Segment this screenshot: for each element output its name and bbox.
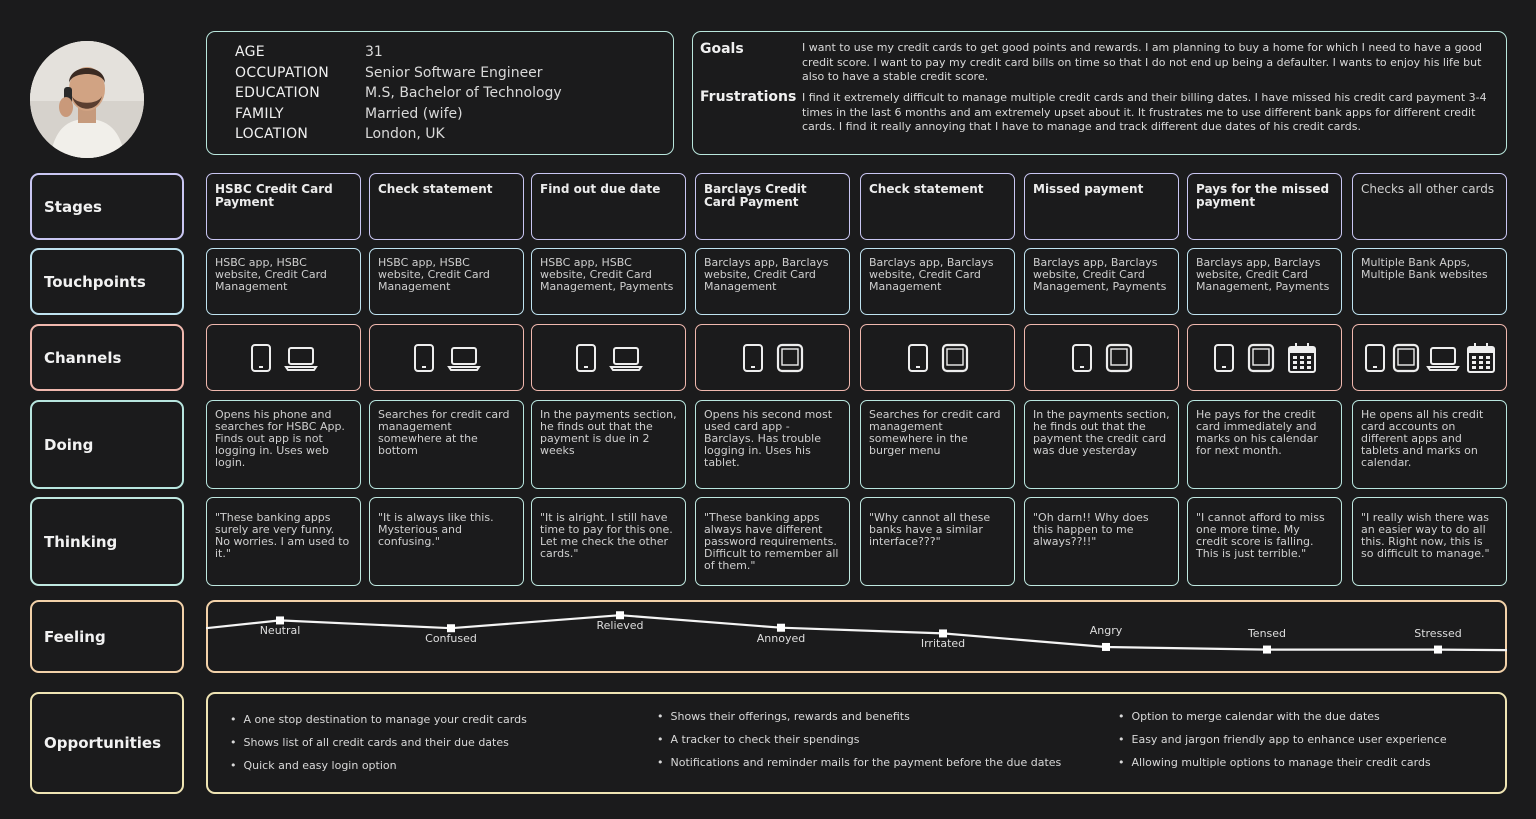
education-label: EDUCATION [235, 85, 321, 101]
row-label-stages: Stages [30, 173, 184, 240]
feeling-line-svg [206, 600, 1507, 673]
stage-text: Check statement [869, 182, 984, 196]
family-label: FAMILY [235, 106, 284, 122]
opportunity-item: • A one stop destination to manage your credit cards [230, 713, 527, 726]
doing-cell [206, 400, 361, 489]
channel-icons [370, 325, 523, 390]
feeling-label: Relieved [596, 619, 644, 633]
education-value: M.S, Bachelor of Technology [365, 85, 562, 101]
feeling-label: Tensed [1247, 626, 1287, 640]
stage-text: HSBC Credit Card Payment [215, 182, 333, 209]
opportunity-item: • A tracker to check their spendings [657, 733, 859, 746]
channel-cell [695, 324, 850, 391]
touchpoint-cell [531, 248, 686, 315]
age-label: AGE [235, 44, 265, 60]
feeling-point [616, 611, 624, 619]
channel-icons [696, 325, 849, 390]
tablet-icon [1247, 343, 1275, 373]
channel-cell [206, 324, 361, 391]
tablet-icon [941, 343, 969, 373]
channel-cell [369, 324, 524, 391]
channel-icons [1353, 325, 1506, 390]
laptop-icon [447, 344, 481, 372]
touchpoint-cell [1187, 248, 1342, 315]
location-label: LOCATION [235, 126, 309, 142]
thinking-text: "It is always like this. Mysterious and confusing." [378, 511, 494, 548]
touchpoint-cell [860, 248, 1015, 315]
opportunity-item: • Option to merge calendar with the due dates [1118, 710, 1380, 723]
stage-cell [1187, 173, 1342, 240]
row-label-touchpoints: Touchpoints [30, 248, 184, 315]
channel-icons [1025, 325, 1178, 390]
stage-text: Pays for the missed payment [1196, 182, 1330, 209]
stage-text: Barclays Credit Card Payment [704, 182, 807, 209]
stage-cell [1024, 173, 1179, 240]
thinking-text: "Why cannot all these banks have a similar interface???" [869, 511, 991, 548]
tablet-icon [1392, 343, 1420, 373]
feeling-point [1102, 643, 1110, 651]
row-label-opportunities: Opportunities [30, 692, 184, 794]
age-value: 31 [365, 44, 383, 60]
opportunity-item: • Shows list of all credit cards and their due dates [230, 736, 509, 749]
phone-icon [907, 343, 929, 373]
feeling-point [777, 624, 785, 632]
doing-cell [369, 400, 524, 489]
doing-text: He opens all his credit card accounts on different apps and tablets and marks on calendar. [1361, 408, 1484, 469]
phone-icon [575, 343, 597, 373]
channel-icons [532, 325, 685, 390]
feeling-label: Neutral [259, 624, 301, 638]
doing-cell [1024, 400, 1179, 489]
feeling-point [1263, 646, 1271, 654]
touchpoint-text: Multiple Bank Apps, Multiple Bank websites [1361, 256, 1488, 281]
channel-cell [1024, 324, 1179, 391]
touchpoint-text: Barclays app, Barclays website, Credit Card Management, Payments [1033, 256, 1167, 293]
thinking-text: "These banking apps always have different password requirements. Difficult to remember all of them." [704, 511, 839, 572]
doing-cell [1352, 400, 1507, 489]
feeling-point [276, 616, 284, 624]
touchpoint-text: HSBC app, HSBC website, Credit Card Management, Payments [540, 256, 674, 293]
channel-cell [531, 324, 686, 391]
touchpoint-cell [1024, 248, 1179, 315]
doing-text: In the payments section, he finds out that the payment the credit card was due yesterday [1033, 408, 1170, 457]
thinking-cell [369, 497, 524, 586]
opportunity-item: • Allowing multiple options to manage their credit cards [1118, 756, 1431, 769]
goals-text: I want to use my credit cards to get good points and rewards. I am planning to buy a home for which I need to have a good credit score. I want to pay my credit card bills on time so that I do not end up being a defaulter. I wants to enjoy his life but also to have a stable credit score. [802, 41, 1482, 83]
channel-icons [861, 325, 1014, 390]
thinking-cell [206, 497, 361, 586]
thinking-cell [1187, 497, 1342, 586]
touchpoint-cell [695, 248, 850, 315]
stage-text: Check statement [378, 182, 493, 196]
feeling-label: Stressed [1414, 626, 1462, 640]
opportunity-item: • Notifications and reminder mails for the payment before the due dates [657, 756, 1061, 769]
touchpoint-text: Barclays app, Barclays website, Credit Card Management, Payments [1196, 256, 1330, 293]
channel-icons [1188, 325, 1341, 390]
frustrations-text: I find it extremely difficult to manage multiple credit cards and their billing dates. I have missed his credit card payment 3-4 times in the last 6 months and am extremely upset about it. It frustrates me to use different bank apps for different credit cards. I find it really annoying that I have to manage and track different due dates of his credit cards. [802, 91, 1487, 133]
doing-text: Searches for credit card management somewhere at the bottom [378, 408, 510, 457]
doing-text: In the payments section, he finds out that the payment is due in 2 weeks [540, 408, 677, 457]
family-value: Married (wife) [365, 106, 463, 122]
phone-icon [250, 343, 272, 373]
goals-label: Goals [700, 41, 744, 57]
stage-cell [531, 173, 686, 240]
row-label-thinking: Thinking [30, 497, 184, 586]
doing-cell [695, 400, 850, 489]
row-label-feeling: Feeling [30, 600, 184, 673]
stage-text: Missed payment [1033, 182, 1144, 196]
stage-cell [860, 173, 1015, 240]
channel-cell [1352, 324, 1507, 391]
doing-cell [1187, 400, 1342, 489]
thinking-text: "It is alright. I still have time to pay for this one. Let me check the other cards." [540, 511, 673, 560]
doing-cell [531, 400, 686, 489]
feeling-label: Irritated [920, 637, 966, 651]
phone-icon [742, 343, 764, 373]
feeling-point [447, 624, 455, 632]
stage-cell [206, 173, 361, 240]
laptop-icon [1426, 344, 1460, 372]
laptop-icon [284, 344, 318, 372]
feeling-label: Annoyed [756, 631, 806, 645]
phone-icon [1364, 343, 1386, 373]
touchpoint-cell [206, 248, 361, 315]
thinking-cell [1352, 497, 1507, 586]
calendar-icon [1466, 342, 1496, 374]
feeling-label: Angry [1089, 623, 1123, 637]
thinking-text: "I cannot afford to miss one more time. My credit score is falling. This is just terrible." [1196, 511, 1325, 560]
doing-text: Opens his second most used card app - Barclays. Has trouble logging in. Uses his tablet. [704, 408, 833, 469]
touchpoint-text: Barclays app, Barclays website, Credit Card Management [704, 256, 829, 293]
phone-icon [1213, 343, 1235, 373]
channel-cell [1187, 324, 1342, 391]
feeling-point [939, 629, 947, 637]
thinking-cell [531, 497, 686, 586]
stage-text: Find out due date [540, 182, 661, 196]
calendar-icon [1287, 342, 1317, 374]
touchpoint-cell [369, 248, 524, 315]
touchpoint-text: HSBC app, HSBC website, Credit Card Management [215, 256, 327, 293]
tablet-icon [776, 343, 804, 373]
feeling-label: Confused [425, 632, 477, 646]
thinking-cell [695, 497, 850, 586]
stage-text: Checks all other cards [1361, 182, 1495, 196]
stage-cell [695, 173, 850, 240]
occupation-label: OCCUPATION [235, 65, 330, 81]
location-value: London, UK [365, 126, 445, 142]
touchpoint-text: HSBC app, HSBC website, Credit Card Management [378, 256, 490, 293]
persona-avatar [30, 41, 144, 158]
laptop-icon [609, 344, 643, 372]
occupation-value: Senior Software Engineer [365, 65, 543, 81]
frustrations-label: Frustrations [700, 89, 797, 105]
channel-cell [860, 324, 1015, 391]
thinking-cell [1024, 497, 1179, 586]
feeling-point [1434, 646, 1442, 654]
opportunity-item: • Easy and jargon friendly app to enhance user experience [1118, 733, 1447, 746]
phone-icon [1071, 343, 1093, 373]
stage-cell [1352, 173, 1507, 240]
doing-text: He pays for the credit card immediately and marks on his calendar for next month. [1196, 408, 1318, 457]
channel-icons [207, 325, 360, 390]
touchpoint-cell [1352, 248, 1507, 315]
phone-icon [413, 343, 435, 373]
stage-cell [369, 173, 524, 240]
row-label-channels: Channels [30, 324, 184, 391]
thinking-text: "I really wish there was an easier way to do all this. Right now, this is so difficult to manage." [1361, 511, 1490, 560]
feeling-line [206, 615, 1507, 650]
opportunity-item: • Shows their offerings, rewards and benefits [657, 710, 910, 723]
touchpoint-text: Barclays app, Barclays website, Credit Card Management [869, 256, 994, 293]
thinking-cell [860, 497, 1015, 586]
doing-text: Opens his phone and searches for HSBC App. Finds out app is not logging in. Uses web login. [215, 408, 345, 469]
tablet-icon [1105, 343, 1133, 373]
doing-cell [860, 400, 1015, 489]
thinking-text: "Oh darn!! Why does this happen to me always??!!" [1033, 511, 1149, 548]
row-label-doing: Doing [30, 400, 184, 489]
thinking-text: "These banking apps surely are very funny. No worries. I am used to it." [215, 511, 350, 560]
opportunity-item: • Quick and easy login option [230, 759, 397, 772]
doing-text: Searches for credit card management somewhere in the burger menu [869, 408, 1001, 457]
